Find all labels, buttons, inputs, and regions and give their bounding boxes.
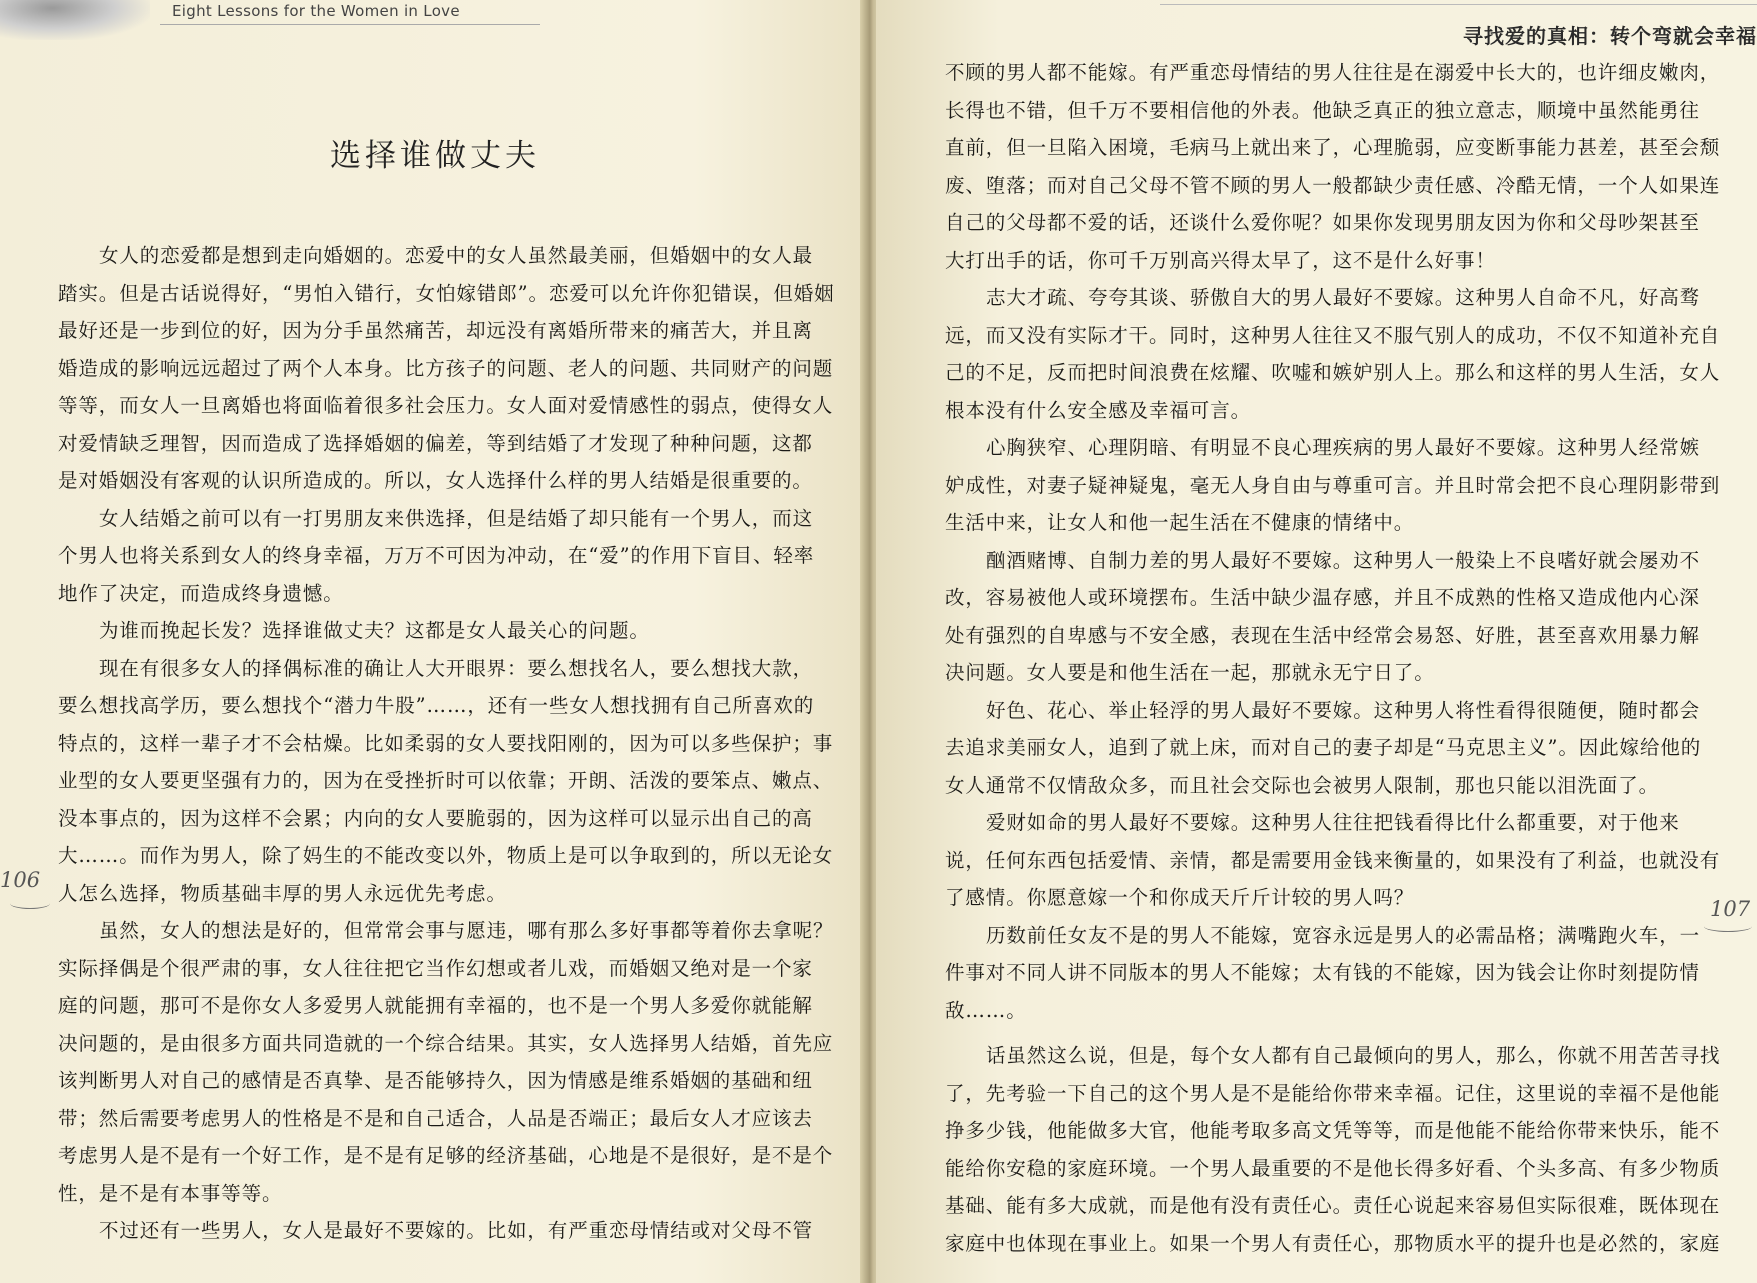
text-line: 庭的问题，那可不是你女人多爱男人就能拥有幸福的，也不是一个男人多爱你就能解 [58, 994, 813, 1017]
running-head-left: Eight Lessons for the Women in Love [172, 2, 460, 20]
running-head-right: 寻找爱的真相：转个弯就会幸福 [1463, 24, 1757, 48]
text-line: 婚造成的影响远远超过了两个人本身。比方孩子的问题、老人的问题、共同财产的问题 [58, 356, 834, 380]
text-line: 基础、能有多大成就，而是他有没有责任心。责任心说起来容易但实际很难，既体现在 [945, 1194, 1721, 1217]
left-body-text [58, 237, 835, 1250]
text-line: 等等，而女人一旦离婚也将面临着很多社会压力。女人面对爱情感性的弱点，使得女人 [58, 394, 834, 417]
text-line: 了感情。你愿意嫁一个和你成天斤斤计较的男人吗？ [945, 886, 1415, 909]
text-line: 自己的父母都不爱的话，还谈什么爱你呢？如果你发现男朋友因为你和父母吵架甚至 [945, 211, 1700, 234]
text-line: 远，而又没有实际才干。同时，这种男人往往又不服气别人的成功，不仅不知道补充自 [945, 323, 1721, 347]
text-line: 妒成性，对妻子疑神疑鬼，毫无人身自由与尊重可言。并且时常会把不良心理阴影带到 [945, 473, 1721, 497]
text-line: 废、堕落；而对自己父母不管不顾的男人一般都缺少责任感、冷酷无情，一个人如果连 [945, 173, 1721, 197]
text-line: 虽然，女人的想法是好的，但常常会事与愿违，哪有那么多好事都等着你去拿呢？ [99, 919, 834, 942]
right-body-text [945, 54, 1721, 1262]
text-line: 为谁而挽起长发？选择谁做丈夫？这都是女人最关心的问题。 [99, 619, 650, 642]
text-line: 决问题的，是由很多方面共同造就的一个综合结果。其实，女人选择男人结婚，首先应 [58, 1031, 834, 1055]
text-line: 不过还有一些男人，女人是最好不要嫁的。比如，有严重恋母情结或对父母不管 [99, 1219, 814, 1242]
text-line: 大打出手的话，你可千万别高兴得太早了，这不是什么好事！ [945, 248, 1496, 272]
text-line: 家庭中也体现在事业上。如果一个男人有责任心，那物质水平的提升也是必然的，家庭 [945, 1231, 1721, 1255]
text-line: 长得也不错，但千万不要相信他的外表。他缺乏真正的独立意志，顺境中虽然能勇往 [945, 98, 1700, 122]
text-line: 考虑男人是不是有一个好工作，是不是有足够的经济基础，心地是不是很好，是不是个 [58, 1144, 834, 1167]
text-line: 决问题。女人要是和他生活在一起，那就永无宁日了。 [945, 661, 1435, 684]
text-line: 最好还是一步到位的好，因为分手虽然痛苦，却远没有离婚所带来的痛苦大，并且离 [58, 319, 813, 342]
text-line: 踏实。但是古话说得好，“男怕入错行，女怕嫁错郎”。恋爱可以允许你犯错误，但婚姻 [58, 281, 835, 305]
text-line: 爱财如命的男人最好不要嫁。这种男人往往把钱看得比什么都重要，对于他来 [986, 811, 1680, 834]
chapter-title: 选择谁做丈夫 [330, 138, 540, 174]
text-line: 挣多少钱，他能做多大官，他能考取多高文凭等等，而是他能不能给你带来快乐，能不 [945, 1119, 1721, 1142]
text-line: 地作了决定，而造成终身遗憾。 [58, 581, 344, 605]
text-line: 了，先考验一下自己的这个男人是不是能给你带来幸福。记住，这里说的幸福不是他能 [945, 1081, 1721, 1105]
left-page [0, 0, 868, 1283]
text-line: 大……。而作为男人，除了妈生的不能改变以外，物质上是可以争取到的，所以无论女 [58, 844, 834, 867]
page-number-flourish [1704, 921, 1752, 932]
text-line: 话虽然这么说，但是，每个女人都有自己最倾向的男人，那么，你就不用苦苦寻找 [986, 1044, 1721, 1067]
text-line: 心胸狭窄、心理阴暗、有明显不良心理疾病的男人最好不要嫁。这种男人经常嫉 [986, 436, 1701, 459]
text-line: 人怎么选择，物质基础丰厚的男人永远优先考虑。 [58, 881, 507, 905]
text-line: 志大才疏、夸夸其谈、骄傲自大的男人最好不要嫁。这种男人自命不凡，好高骛 [986, 286, 1701, 309]
text-line: 生活中来，让女人和他一起生活在不健康的情绪中。 [945, 511, 1415, 534]
text-line: 女人的恋爱都是想到走向婚姻的。恋爱中的女人虽然最美丽，但婚姻中的女人最 [99, 244, 814, 267]
page-number-left: 106 [0, 868, 41, 892]
text-line: 个男人也将关系到女人的终身幸福，万万不可因为冲动，在“爱”的作用下盲目、轻率 [58, 544, 815, 567]
text-line: 业型的女人要更坚强有力的，因为在受挫折时可以依靠；开朗、活泼的要笨点、嫩点、 [58, 769, 834, 792]
text-line: 不顾的男人都不能嫁。有严重恋母情结的男人往往是在溺爱中长大的，也许细皮嫩肉， [945, 61, 1721, 84]
text-line: 根本没有什么安全感及幸福可言。 [945, 398, 1252, 422]
text-line: 敌……。 [945, 998, 1027, 1022]
text-line: 女人通常不仅情敌众多，而且社会交际也会被男人限制，那也只能以泪洗面了。 [945, 773, 1660, 797]
page-number-right: 107 [1710, 897, 1751, 921]
text-line: 酗酒赌博、自制力差的男人最好不要嫁。这种男人一般染上不良嗜好就会屡劝不 [986, 548, 1701, 572]
text-line: 女人结婚之前可以有一打男朋友来供选择，但是结婚了却只能有一个男人，而这 [99, 506, 814, 530]
text-line: 直前，但一旦陷入困境，毛病马上就出来了，心理脆弱，应变断事能力甚差，甚至会颓 [945, 136, 1721, 159]
text-line: 好色、花心、举止轻浮的男人最好不要嫁。这种男人将性看得很随便，随时都会 [986, 698, 1701, 722]
text-line: 对爱情缺乏理智，因而造成了选择婚姻的偏差，等到结婚了才发现了种种问题，这都 [58, 431, 813, 455]
text-line: 带；然后需要考虑男人的性格是不是和自己适合，人品是否端正；最后女人才应该去 [58, 1106, 813, 1130]
text-line: 是对婚姻没有客观的认识所造成的。所以，女人选择什么样的男人结婚是很重要的。 [58, 469, 813, 492]
header-rule [1160, 4, 1757, 5]
text-line: 处有强烈的自卑感与不安全感，表现在生活中经常会易怒、好胜，甚至喜欢用暴力解 [945, 623, 1700, 647]
text-line: 改，容易被他人或环境摆布。生活中缺少温存感，并且不成熟的性格又造成他内心深 [945, 586, 1700, 609]
text-line: 没本事点的，因为这样不会累；内向的女人要脆弱的，因为这样可以显示出自己的高 [58, 806, 813, 830]
text-line: 历数前任女友不是的男人不能嫁，宽容永远是男人的必需品格；满嘴跑火车，一 [986, 923, 1701, 947]
page-number-flourish [10, 898, 50, 909]
header-rule [160, 24, 540, 25]
text-line: 性，是不是有本事等等。 [58, 1181, 283, 1205]
text-line: 实际择偶是个很严肃的事，女人往往把它当作幻想或者儿戏，而婚姻又绝对是一个家 [58, 956, 813, 980]
text-line: 特点的，这样一辈子才不会枯燥。比如柔弱的女人要找阳刚的，因为可以多些保护；事 [58, 731, 834, 755]
text-line: 能给你安稳的家庭环境。一个男人最重要的不是他长得多好看、个头多高、有多少物质 [945, 1156, 1721, 1180]
text-line: 要么想找高学历，要么想找个“潜力牛股”……，还有一些女人想找拥有自己所喜欢的 [58, 694, 815, 717]
text-line: 去追求美丽女人，追到了就上床，而对自己的妻子却是“马克思主义”。因此嫁给他的 [945, 736, 1702, 759]
text-line: 该判断男人对自己的感情是否真挚、是否能够持久，因为情感是维系婚姻的基础和纽 [58, 1069, 813, 1092]
text-line: 现在有很多女人的择偶标准的确让人大开眼界：要么想找名人，要么想找大款， [99, 656, 814, 680]
header-ornament [0, 0, 150, 40]
text-line: 己的不足，反而把时间浪费在炫耀、吹嘘和嫉妒别人上。那么和这样的男人生活，女人 [945, 361, 1721, 384]
text-line: 说，任何东西包括爱情、亲情，都是需要用金钱来衡量的，如果没有了利益，也就没有 [945, 848, 1721, 872]
text-line: 件事对不同人讲不同版本的男人不能嫁；太有钱的不能嫁，因为钱会让你时刻提防情 [945, 961, 1700, 984]
